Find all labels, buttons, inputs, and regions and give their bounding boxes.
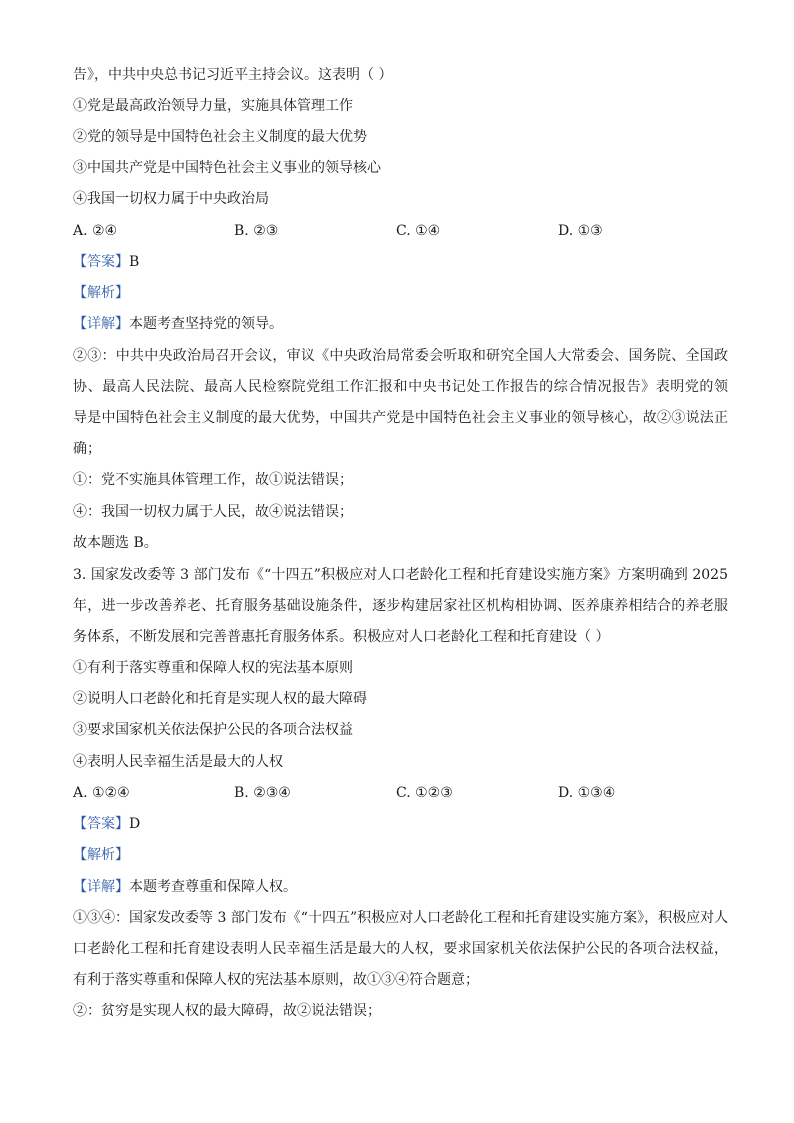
q2-statement-3: ③中国共产党是中国特色社会主义事业的领导核心	[73, 160, 381, 176]
q3-explanation-line-1: ①③④：国家发改委等 3 部门发布《“十四五”积极应对人口老龄化工程和托育建设实施方案》，积极应对人	[73, 910, 728, 926]
q2-option-c: C. ①④	[396, 223, 441, 239]
detail-tag: 【详解】	[73, 879, 129, 895]
answer-tag: 【答案】	[73, 816, 129, 832]
q2-explanation-line-4: 确；	[73, 441, 101, 457]
q3-explanation-line-2: 口老龄化工程和托育建设表明人民幸福生活是最大的人权，要求国家机关依法保护公民的各项合法权益，	[73, 941, 728, 957]
q3-option-c: C. ①②③	[396, 785, 453, 801]
q3-options	[73, 783, 728, 803]
q2-explanation-line-6: ④：我国一切权力属于人民，故④说法错误；	[73, 504, 353, 520]
q3-option-d: D. ①③④	[558, 785, 616, 801]
q2-option-b: B. ②③	[234, 223, 279, 239]
analysis-tag: 【解析】	[73, 285, 129, 301]
q2-answer	[73, 252, 728, 272]
detail-intro: 本题考查尊重和保障人权。	[129, 879, 297, 895]
q3-explanation-line-3: 有利于落实尊重和保障人权的宪法基本原则，故①③④符合题意；	[73, 972, 479, 988]
q2-explanation-line-7: 故本题选 B。	[73, 535, 158, 551]
q2-explanation-line-5: ①：党不实施具体管理工作，故①说法错误；	[73, 472, 353, 488]
detail-tag: 【详解】	[73, 316, 129, 332]
q3-option-a: A. ①②④	[73, 785, 130, 801]
q2-statement-4: ④我国一切权力属于中央政治局	[73, 191, 269, 207]
q2-option-a: A. ②④	[73, 223, 118, 239]
q2-explanation-line-2: 协、最高人民法院、最高人民检察院党组工作汇报和中央书记处工作报告的综合情况报告》表明党的领	[73, 379, 728, 395]
q2-explanation-line-1: ②③：中共中央政治局召开会议，审议《中央政治局常委会听取和研究全国人大常委会、国务院、全国政	[73, 348, 728, 364]
q3-statement-1: ①有利于落实尊重和保障人权的宪法基本原则	[73, 660, 353, 676]
q2-options	[73, 221, 728, 241]
q3-answer	[73, 814, 728, 834]
answer-tag: 【答案】	[73, 254, 129, 270]
q3-stem-line-3: 务体系，不断发展和完善普惠托育服务体系。积极应对人口老龄化工程和托育建设（ ）	[73, 629, 610, 645]
q3-statement-3: ③要求国家机关依法保护公民的各项合法权益	[73, 722, 353, 738]
analysis-tag: 【解析】	[73, 847, 129, 863]
q3-stem-line-1: 3. 国家发改委等 3 部门发布《“十四五”积极应对人口老龄化工程和托育建设实施方案》方案明确到 2025	[73, 567, 728, 583]
q2-statement-2: ②党的领导是中国特色社会主义制度的最大优势	[73, 129, 367, 145]
answer-value: B	[129, 254, 140, 270]
q3-detail	[73, 877, 728, 897]
q2-explanation-line-3: 导是中国特色社会主义制度的最大优势，中国共产党是中国特色社会主义事业的领导核心，故②③说法正	[73, 410, 728, 426]
q2-option-d: D. ①③	[558, 223, 603, 239]
q3-option-b: B. ②③④	[234, 785, 291, 801]
q2-detail	[73, 314, 728, 334]
q2-statement-1: ①党是最高政治领导力量，实施具体管理工作	[73, 98, 353, 114]
q3-statement-2: ②说明人口老龄化和托育是实现人权的最大障碍	[73, 691, 367, 707]
detail-intro: 本题考查坚持党的领导。	[129, 316, 283, 332]
q3-explanation-line-4: ②：贫穷是实现人权的最大障碍，故②说法错误；	[73, 1003, 381, 1019]
q3-analysis	[73, 845, 728, 865]
q3-statement-4: ④表明人民幸福生活是最大的人权	[73, 754, 283, 770]
q2-stem-tail: 告》，中共中央总书记习近平主持会议。这表明（ ）	[73, 67, 393, 83]
q3-stem-line-2: 年，进一步改善养老、托育服务基础设施条件，逐步构建居家社区机构相协调、医养康养相结合的养老服	[73, 598, 728, 614]
answer-value: D	[129, 816, 141, 832]
q2-analysis	[73, 283, 728, 303]
